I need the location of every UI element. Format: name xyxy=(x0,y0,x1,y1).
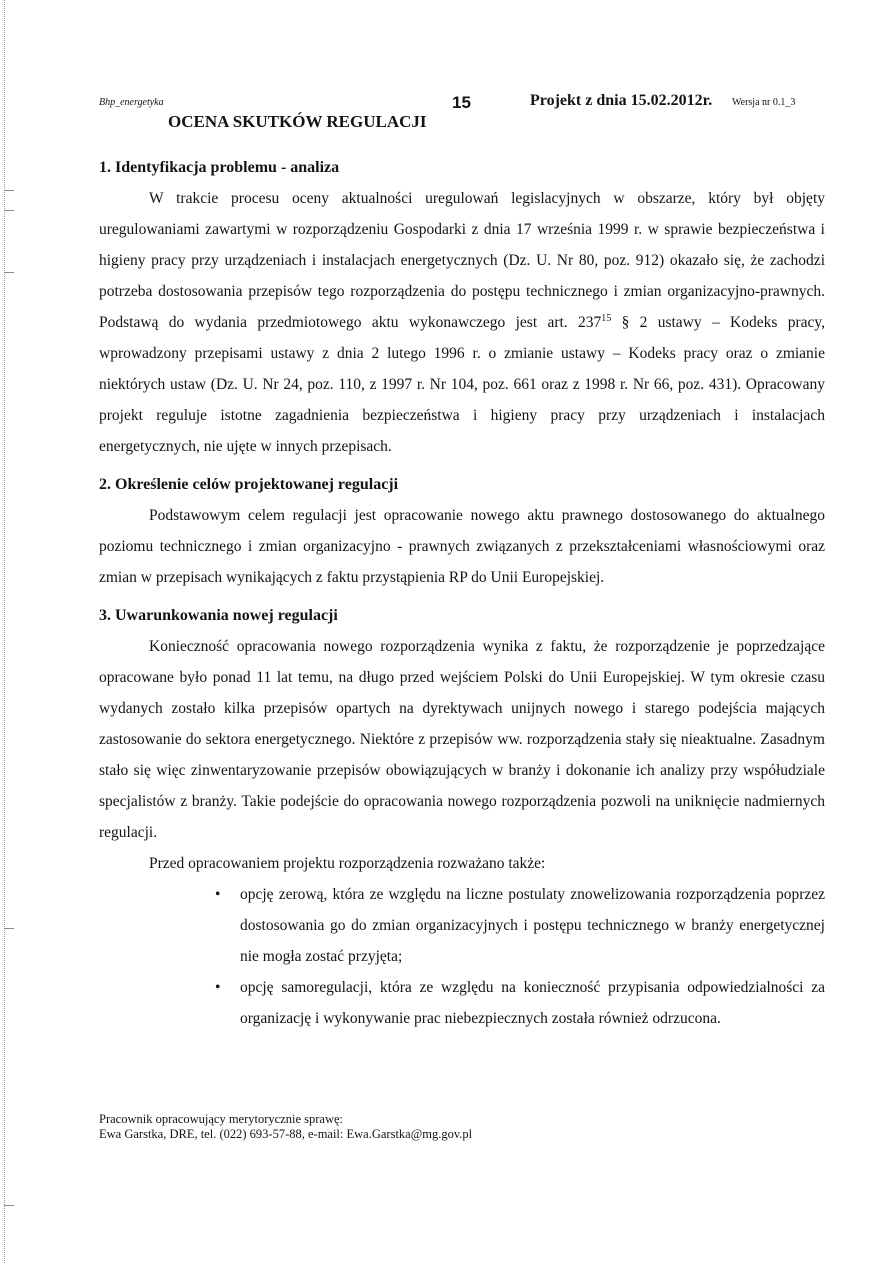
version-label: Wersja nr 0.1_3 xyxy=(732,97,796,108)
scan-edge-tick xyxy=(4,272,14,273)
scan-edge-tick xyxy=(4,210,14,211)
section-2 xyxy=(99,469,825,593)
document-title: OCENA SKUTKÓW REGULACJI xyxy=(168,112,427,131)
section-paragraph: Konieczność opracowania nowego rozporządzenia wynika z faktu, że rozporządzenie je poprzedzające opracowane było ponad 11 lat temu, na długo przed wejściem Polski do Unii Europejskiej. W tym okresie czasu wydanych zostało kilka przepisów opartych na dyrektywach unijnych nowego i starego podejścia mających zastosowanie do sektora energetycznego. Niektóre z przepisów ww. rozporządzenia stały się nieaktualne. Zasadnym stało się więc zinwentaryzowanie przepisów obowiązujących w branży i dokonanie ich analizy przy współudziale specjalistów z branży. Takie podejście do opracowania nowego rozporządzenia pozwoli na uniknięcie nadmiernych regulacji. xyxy=(99,638,825,841)
list-item xyxy=(215,972,825,1034)
scan-edge-tick xyxy=(4,1205,14,1206)
list-item xyxy=(215,879,825,972)
bullet-icon: • xyxy=(215,979,221,996)
section-heading: 1. Identyfikacja problemu - analiza xyxy=(99,159,340,176)
section-heading: 3. Uwarunkowania nowej regulacji xyxy=(99,607,338,624)
list-item-text: opcję zerową, która ze względu na liczne postulaty znowelizowania rozporządzenia poprzez dostosowania go do zmian organizacyjnych i postępu technicznego w branży energetycznej nie mogła zostać przyjęta; xyxy=(240,886,825,965)
list-item-text: opcję samoregulacji, która ze względu na konieczność przypisania odpowiedzialności za organizację i wykonywanie prac niebezpiecznych została również odrzucona. xyxy=(240,979,825,1027)
project-date-label: Projekt z dnia 15.02.2012r. xyxy=(530,92,713,109)
document-body xyxy=(99,152,825,1034)
footer-line: Pracownik opracowujący merytorycznie sprawę: xyxy=(99,1112,344,1126)
bullet-icon: • xyxy=(215,886,221,903)
section-heading: 2. Określenie celów projektowanej regulacji xyxy=(99,476,399,493)
article-superscript: 15 xyxy=(601,312,612,324)
paragraph-text: § 2 ustawy – Kodeks pracy, wprowadzony przepisami ustawy z dnia 2 lutego 1996 r. o zmianie ustawy – Kodeks pracy oraz o zmianie niektórych ustaw (Dz. U. Nr 24, poz. 110, z 1997 r. Nr 104, poz. 661 oraz z 1998 r. Nr 66, poz. 431). Opracowany projekt reguluje istotne zagadnienia bezpieczeństwa i higieny pracy przy urządzeniach i instalacjach energetycznych, nie ujęte w innych przepisach. xyxy=(99,314,825,455)
options-list xyxy=(99,879,825,1034)
footer xyxy=(99,1112,472,1142)
file-tag: Bhp_energetyka xyxy=(99,97,164,108)
paragraph-text: W trakcie procesu oceny aktualności uregulowań legislacyjnych w obszarze, który był objęty uregulowaniami zawartymi w rozporządzeniu Gospodarki z dnia 17 września 1999 r. w sprawie bezpieczeństwa i higieny pracy przy urządzeniach i instalacjach energetycznych (Dz. U. Nr 80, poz. 912) okazało się, że zachodzi potrzeba dostosowania przepisów tego rozporządzenia do postępu technicznego i zmian organizacyjno-prawnych. Podstawą do wydania przedmiotowego aktu wykonawczego jest art. 237 xyxy=(99,190,825,331)
section-paragraph xyxy=(99,183,825,462)
page-number: 15 xyxy=(452,93,471,112)
section-3 xyxy=(99,600,825,1034)
section-1 xyxy=(99,152,825,462)
section-paragraph: Podstawowym celem regulacji jest opracowanie nowego aktu prawnego dostosowanego do aktualnego poziomu technicznego i zmian organizacyjno - prawnych związanych z przekształceniami własnościowymi oraz zmian w przepisach wynikających z faktu przystąpienia RP do Unii Europejskiej. xyxy=(99,507,825,586)
footer-contact: Ewa Garstka, DRE, tel. (022) 693-57-88, e-mail: Ewa.Garstka@mg.gov.pl xyxy=(99,1127,473,1141)
scan-edge-tick xyxy=(4,190,14,191)
section-paragraph: Przed opracowaniem projektu rozporządzenia rozważano także: xyxy=(149,855,546,872)
scan-edge-tick xyxy=(4,928,14,929)
